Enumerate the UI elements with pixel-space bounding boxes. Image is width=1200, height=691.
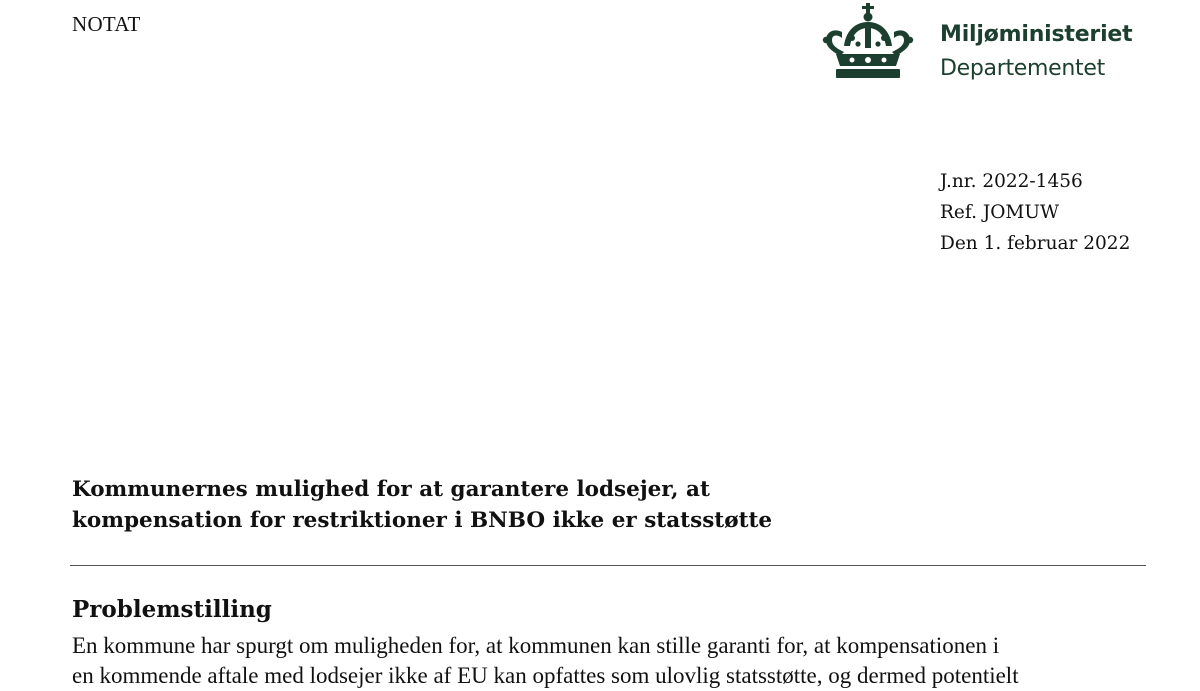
document-title [72, 474, 1072, 536]
document-type-label: NOTAT [72, 12, 141, 36]
department-name: Departementet [940, 56, 1105, 81]
body-line-2: en kommende aftale med lodsejer ikke af EU kan opfattes som ulovlig statsstøtte, og dermed potentielt [72, 663, 1019, 688]
title-line-2: kompensation for restriktioner i BNBO ikke er statsstøtte [72, 508, 773, 533]
section-heading: Problemstilling [72, 596, 272, 623]
body-line-1: En kommune har spurgt om muligheden for, at kommunen kan stille garanti for, at kompensationen i [72, 633, 1000, 658]
document-date: Den 1. februar 2022 [940, 233, 1131, 254]
document-metadata [940, 166, 1130, 259]
section-body [72, 631, 1152, 691]
journal-number: J.nr. 2022-1456 [940, 171, 1083, 192]
royal-crown-icon [822, 2, 914, 82]
ministry-name: Miljøministeriet [940, 22, 1133, 47]
reference: Ref. JOMUW [940, 202, 1059, 223]
title-line-1: Kommunernes mulighed for at garantere lodsejer, at [72, 477, 710, 502]
title-divider [70, 565, 1146, 566]
